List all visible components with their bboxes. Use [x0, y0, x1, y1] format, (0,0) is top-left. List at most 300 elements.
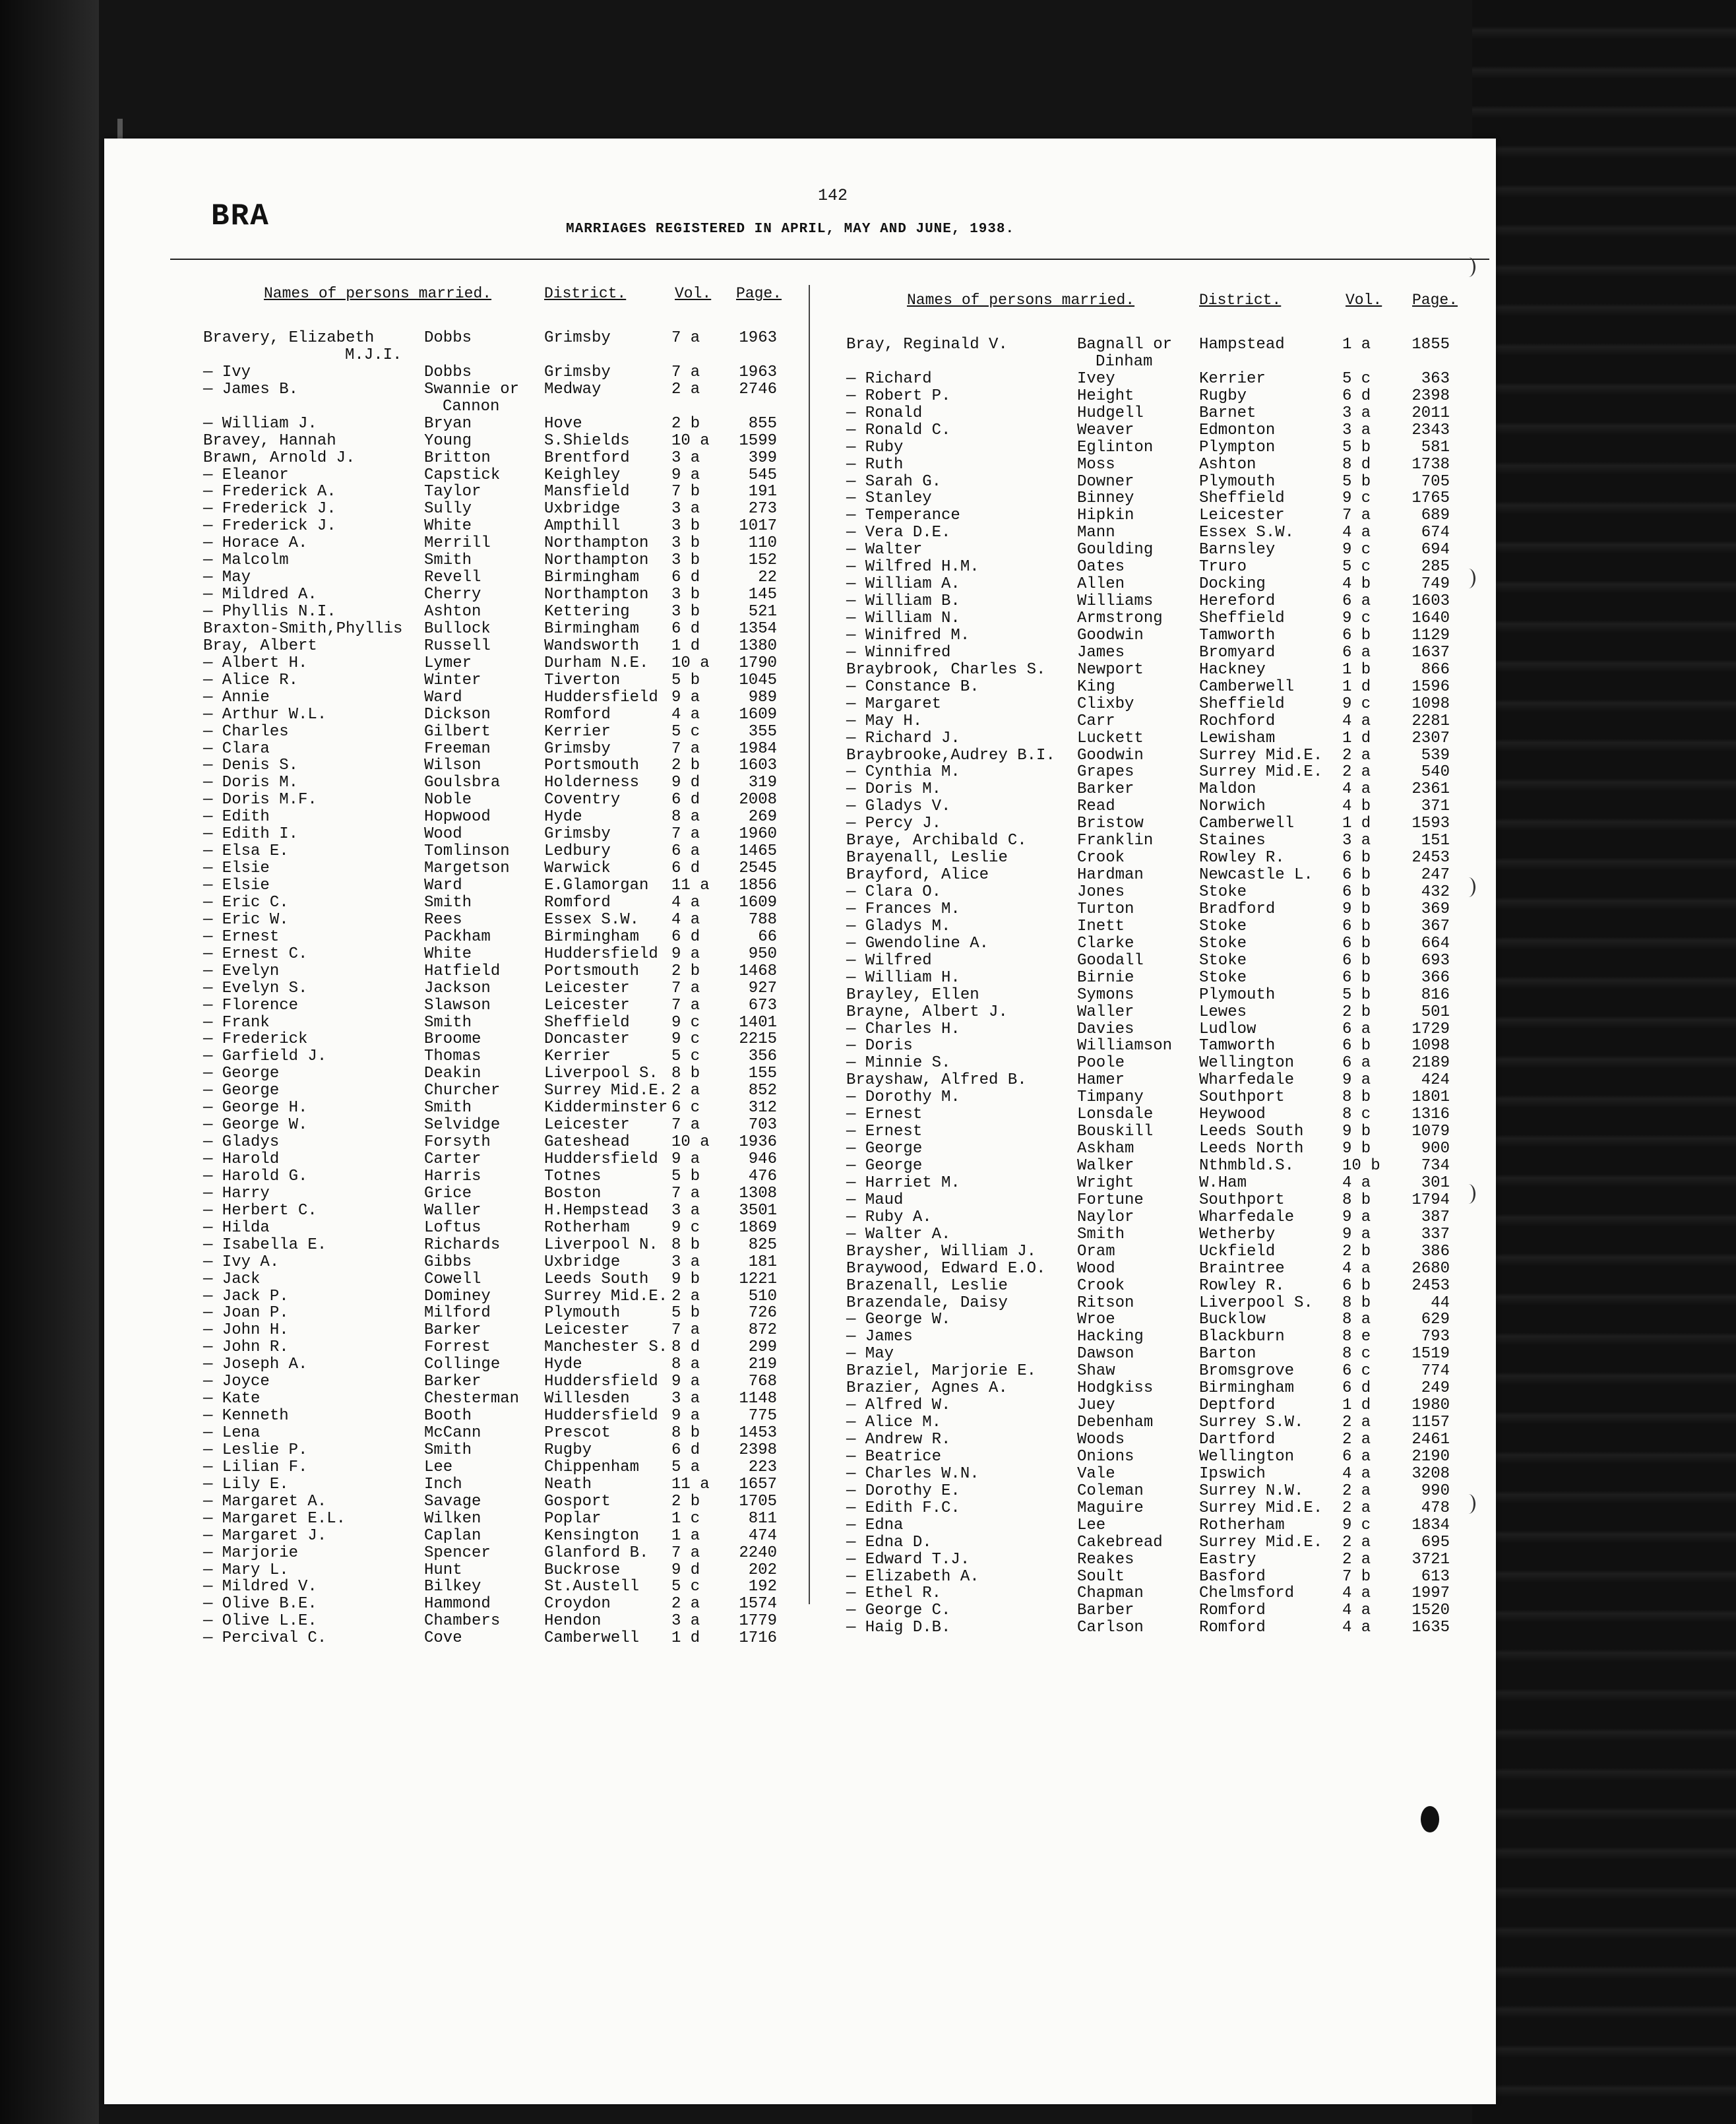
entry-page: 1354	[739, 619, 777, 638]
entry-spouse: King	[1077, 677, 1115, 696]
entry-spouse: Bristow	[1077, 815, 1144, 833]
entry-spouse: Woods	[1077, 1431, 1125, 1449]
film-border-right	[1472, 0, 1736, 2124]
entry-spouse: Eglinton	[1077, 438, 1154, 456]
entry-district: Sheffield	[1199, 609, 1285, 628]
entry-spouse: Bouskill	[1077, 1123, 1154, 1141]
entry-vol: 2 a	[1342, 1499, 1371, 1517]
entry-page: 1856	[739, 877, 777, 895]
entry-vol: 9 c	[1342, 609, 1371, 628]
entry-vol: 9 b	[671, 1270, 700, 1288]
entry-district: Coventry	[544, 791, 621, 809]
entry-page: 2240	[739, 1544, 777, 1562]
entry-district: Romford	[544, 893, 611, 912]
entry-vol: 6 b	[1342, 951, 1371, 970]
entry-district: Birmingham	[544, 927, 640, 946]
entry-page: 285	[1421, 558, 1450, 577]
entry-spouse: Selvidge	[424, 1116, 501, 1135]
entry-page: 2398	[1411, 387, 1450, 405]
entry-spouse: Williams	[1077, 592, 1154, 611]
entry-district: Kerrier	[544, 722, 611, 741]
entry-district: Wetherby	[1199, 1225, 1276, 1243]
entry-name: — Ivy	[203, 363, 251, 381]
entry-page: 66	[758, 927, 777, 946]
entry-district: Ashton	[1199, 455, 1256, 474]
entry-name: — Elizabeth A.	[846, 1567, 979, 1586]
entry-district: W.Ham	[1199, 1173, 1247, 1192]
entry-district: Neath	[544, 1475, 592, 1493]
entry-spouse: Timpany	[1077, 1088, 1144, 1107]
entry-spouse: Barker	[424, 1373, 481, 1391]
entry-district: Mansfield	[544, 483, 630, 501]
entry-page: 110	[748, 534, 777, 553]
entry-page: 478	[1421, 1499, 1450, 1517]
entry-district: Wellington	[1199, 1054, 1295, 1073]
entry-district: Barnsley	[1199, 541, 1276, 559]
entry-page: 1936	[739, 1133, 777, 1152]
entry-spouse: Hammond	[424, 1595, 491, 1613]
entry-name: — Harold G.	[203, 1167, 308, 1185]
entry-spouse: Hacking	[1077, 1328, 1144, 1346]
entry-spouse: Bullock	[424, 619, 491, 638]
entry-spouse: Barber	[1077, 1602, 1134, 1620]
entry-vol: 2 b	[671, 757, 700, 775]
entry-page: 950	[748, 945, 777, 963]
entry-district: Bucklow	[1199, 1311, 1266, 1329]
entry-name: — James	[846, 1328, 913, 1346]
entry-district: Grimsby	[544, 739, 611, 758]
entry-vol: 7 a	[1342, 507, 1371, 525]
entry-vol: 7 a	[671, 979, 700, 997]
entry-page: 689	[1421, 507, 1450, 525]
entry-page: 726	[748, 1304, 777, 1323]
entry-spouse: Margetson	[424, 859, 510, 878]
entry-district: Stoke	[1199, 934, 1247, 953]
entry-district: Birmingham	[1199, 1379, 1295, 1398]
entry-district: Totnes	[544, 1167, 602, 1185]
entry-vol: 9 a	[1342, 1208, 1371, 1226]
entry-name: — Dorothy E.	[846, 1482, 960, 1500]
entry-vol: 10 a	[671, 1133, 710, 1152]
entry-page: 629	[1421, 1311, 1450, 1329]
entry-vol: 10 b	[1342, 1157, 1380, 1175]
entry-district: Eastry	[1199, 1550, 1256, 1569]
entry-name: — Joyce	[203, 1373, 270, 1391]
entry-page: 2398	[739, 1441, 777, 1459]
entry-spouse: James	[1077, 643, 1125, 662]
entry-vol: 5 c	[1342, 369, 1371, 388]
entry-vol: 6 d	[671, 569, 700, 587]
entry-page: 2680	[1411, 1259, 1450, 1278]
entry-name: — Evelyn	[203, 962, 280, 980]
entry-page: 855	[748, 414, 777, 433]
binding-hole-mark	[1462, 877, 1475, 897]
entry-page: 581	[1421, 438, 1450, 456]
entry-vol: 6 d	[671, 791, 700, 809]
entry-district: Prescot	[544, 1424, 611, 1443]
entry-vol: 3 b	[671, 586, 700, 604]
entry-name: — Albert H.	[203, 654, 308, 672]
column-separator	[809, 285, 810, 1604]
entry-name: — Olive B.E.	[203, 1595, 317, 1613]
entry-vol: 9 a	[1342, 1225, 1371, 1243]
entry-vol: 1 d	[1342, 677, 1371, 696]
entry-spouse: Goulding	[1077, 541, 1154, 559]
entry-spouse: Clarke	[1077, 934, 1134, 953]
entry-spouse: Churcher	[424, 1082, 501, 1100]
entry-vol: 4 a	[1342, 524, 1371, 542]
entry-name: — Frank	[203, 1013, 270, 1032]
entry-name: — Wilfred	[846, 951, 932, 970]
entry-district: Lewisham	[1199, 729, 1276, 747]
entry-name: — Ernest	[846, 1123, 923, 1141]
entry-district: Basford	[1199, 1567, 1266, 1586]
entry-name: — George	[846, 1140, 923, 1158]
entry-district: Hove	[544, 414, 582, 433]
entry-vol: 8 a	[1342, 1311, 1371, 1329]
entry-vol: 6 a	[1342, 643, 1371, 662]
entry-district: Leeds North	[1199, 1140, 1304, 1158]
entry-district: Leicester	[544, 996, 630, 1015]
entry-district: Southport	[1199, 1088, 1285, 1107]
entry-name: — Malcolm	[203, 551, 289, 570]
entry-spouse: Soult	[1077, 1567, 1125, 1586]
entry-vol: 4 a	[1342, 1173, 1371, 1192]
entry-district: Camberwell	[544, 1629, 640, 1648]
entry-district: Braintree	[1199, 1259, 1285, 1278]
entry-name: — Lilian F.	[203, 1458, 308, 1476]
entry-district: Newcastle L.	[1199, 866, 1313, 885]
entry-spouse: Barker	[424, 1321, 481, 1340]
entry-spouse: Swannie or Cannon	[424, 380, 520, 416]
entry-district: Portsmouth	[544, 962, 640, 980]
entry-vol: 1 d	[1342, 815, 1371, 833]
entry-page: 1738	[1411, 455, 1450, 474]
entry-page: 501	[1421, 1003, 1450, 1021]
entry-district: Leicester	[544, 1116, 630, 1135]
entry-name: — Harold	[203, 1150, 280, 1169]
entry-spouse: Oates	[1077, 558, 1125, 577]
entry-name: — Denis S.	[203, 757, 299, 775]
entry-page: 927	[748, 979, 777, 997]
entry-district: Romford	[1199, 1619, 1266, 1637]
entry-spouse: Waller	[1077, 1003, 1134, 1021]
entry-page: 1997	[1411, 1584, 1450, 1603]
entry-spouse: Vale	[1077, 1464, 1115, 1483]
entry-page: 1609	[739, 893, 777, 912]
entry-vol: 1 a	[1342, 336, 1371, 354]
entry-name: — Sarah G.	[846, 472, 942, 491]
entry-district: Huddersfield	[544, 1407, 658, 1425]
entry-spouse: Lonsdale	[1077, 1106, 1154, 1124]
entry-name: — Percival C.	[203, 1629, 327, 1648]
entry-spouse: Gilbert	[424, 722, 491, 741]
entry-page: 3208	[1411, 1464, 1450, 1483]
entry-district: E.Glamorgan	[544, 877, 649, 895]
entry-district: St.Austell	[544, 1578, 640, 1596]
entry-spouse: Tomlinson	[424, 842, 510, 861]
entry-vol: 4 a	[671, 910, 700, 929]
entry-name: Braywood, Edward E.O.	[846, 1259, 1046, 1278]
entry-district: Leeds South	[544, 1270, 649, 1288]
entry-name: — Herbert C.	[203, 1201, 317, 1220]
entry-name: — Elsie	[203, 859, 270, 878]
entry-name: Brayford, Alice	[846, 866, 989, 885]
entry-page: 1637	[1411, 643, 1450, 662]
entry-district: Sheffield	[544, 1013, 630, 1032]
entry-page: 2461	[1411, 1431, 1450, 1449]
entry-vol: 6 d	[671, 619, 700, 638]
entry-spouse: Weaver	[1077, 421, 1134, 439]
entry-vol: 1 d	[1342, 729, 1371, 747]
entry-district: Bromyard	[1199, 643, 1276, 662]
entry-district: Buckrose	[544, 1561, 621, 1579]
entry-spouse: McCann	[424, 1424, 481, 1443]
entry-name: — Ronald C.	[846, 421, 951, 439]
entry-vol: 2 a	[671, 1082, 700, 1100]
entry-district: Plympton	[1199, 438, 1276, 456]
entry-spouse: Russell	[424, 637, 491, 655]
entry-vol: 6 b	[1342, 917, 1371, 935]
entry-vol: 5 b	[1342, 472, 1371, 491]
entry-district: Durham N.E.	[544, 654, 649, 672]
entry-name: — Isabella E.	[203, 1235, 327, 1254]
page-number: 142	[818, 186, 848, 205]
entry-vol: 9 c	[1342, 489, 1371, 508]
entry-district: Uxbridge	[544, 500, 621, 518]
entry-page: 301	[1421, 1173, 1450, 1192]
entry-name: — Phyllis N.I.	[203, 603, 336, 621]
entry-vol: 6 d	[671, 1441, 700, 1459]
entry-district: Romford	[1199, 1602, 1266, 1620]
entry-spouse: Deakin	[424, 1065, 481, 1083]
entry-page: 1129	[1411, 626, 1450, 644]
entry-name: — Clara O.	[846, 883, 942, 902]
entry-page: 1520	[1411, 1602, 1450, 1620]
entry-district: Brentford	[544, 449, 630, 467]
entry-spouse: Broome	[424, 1030, 481, 1049]
entry-name: — Minnie S.	[846, 1054, 951, 1073]
entry-name: — Winifred M.	[846, 626, 970, 644]
entry-name: — Joan P.	[203, 1304, 289, 1323]
entry-page: 2307	[1411, 729, 1450, 747]
entry-page: 1963	[739, 329, 777, 347]
entry-name: Brayley, Ellen	[846, 985, 979, 1004]
entry-spouse: Bilkey	[424, 1578, 481, 1596]
entry-page: 356	[748, 1047, 777, 1066]
entry-name: — Edith F.C.	[846, 1499, 960, 1517]
entry-district: Warwick	[544, 859, 611, 878]
entry-name: — Horace A.	[203, 534, 308, 553]
entry-name: — Gladys	[203, 1133, 280, 1152]
header-page: Page.	[1412, 292, 1458, 309]
entry-spouse: Carlson	[1077, 1619, 1144, 1637]
entry-vol: 2 a	[671, 1287, 700, 1305]
entry-name: — George C.	[846, 1602, 951, 1620]
entry-vol: 1 a	[671, 1526, 700, 1545]
entry-district: Leicester	[544, 1321, 630, 1340]
entry-spouse: Davies	[1077, 1020, 1134, 1038]
entry-name: — John R.	[203, 1338, 289, 1357]
entry-vol: 9 b	[1342, 1140, 1371, 1158]
entry-name: — Joseph A.	[203, 1356, 308, 1374]
entry-district: Rugby	[1199, 387, 1247, 405]
entry-spouse: Goodwin	[1077, 626, 1144, 644]
entry-name: — Ruby A.	[846, 1208, 932, 1226]
entry-vol: 8 e	[1342, 1328, 1371, 1346]
entry-name: — Winnifred	[846, 643, 951, 662]
entry-name: — William A.	[846, 575, 960, 594]
entry-spouse: Jones	[1077, 883, 1125, 902]
entry-name: — Gladys V.	[846, 797, 951, 816]
entry-vol: 8 b	[1342, 1088, 1371, 1107]
entry-district: Wharfedale	[1199, 1071, 1295, 1090]
entry-vol: 2 b	[671, 414, 700, 433]
entry-name: — Annie	[203, 688, 270, 706]
entry-vol: 5 c	[671, 1578, 700, 1596]
entry-name: — Frederick J.	[203, 500, 336, 518]
entry-name: — George	[846, 1157, 923, 1175]
entry-district: Surrey S.W.	[1199, 1414, 1304, 1432]
entry-spouse: Goodall	[1077, 951, 1144, 970]
entry-vol: 2 a	[1342, 763, 1371, 782]
entry-page: 337	[1421, 1225, 1450, 1243]
entry-page: 1794	[1411, 1191, 1450, 1209]
entry-spouse: Rees	[424, 910, 462, 929]
entry-name: — Leslie P.	[203, 1441, 308, 1459]
entry-spouse: Wroe	[1077, 1311, 1115, 1329]
entry-district: Hyde	[544, 1356, 582, 1374]
entry-page: 1635	[1411, 1619, 1450, 1637]
entry-district: Liverpool S.	[544, 1065, 658, 1083]
register-page	[104, 139, 1496, 2104]
entry-vol: 9 a	[671, 688, 700, 706]
entry-name: — Edna	[846, 1516, 904, 1534]
entry-district: Wellington	[1199, 1447, 1295, 1466]
entry-spouse: Wilken	[424, 1509, 481, 1528]
entry-vol: 8 d	[671, 1338, 700, 1357]
entry-name: — Garfield J.	[203, 1047, 327, 1066]
entry-page: 1779	[739, 1612, 777, 1631]
entry-page: 152	[748, 551, 777, 570]
binding-hole-mark	[1462, 257, 1475, 277]
entry-page: 1834	[1411, 1516, 1450, 1534]
entry-page: 1599	[739, 431, 777, 450]
entry-page: 269	[748, 808, 777, 827]
entry-page: 366	[1421, 968, 1450, 987]
entry-district: Romford	[544, 705, 611, 724]
entry-page: 1729	[1411, 1020, 1450, 1038]
entry-spouse: Dobbs	[424, 329, 472, 347]
entry-page: 866	[1421, 660, 1450, 679]
entry-name: — Frances M.	[846, 900, 960, 918]
entry-name: — Ethel R.	[846, 1584, 942, 1603]
entry-vol: 1 b	[1342, 660, 1371, 679]
entry-spouse: Smith	[424, 1441, 472, 1459]
entry-name: — Florence	[203, 996, 299, 1015]
entry-vol: 3 a	[671, 500, 700, 518]
entry-district: Kerrier	[544, 1047, 611, 1066]
entry-district: Rotherham	[1199, 1516, 1285, 1534]
entry-name: — Jack P.	[203, 1287, 289, 1305]
entry-spouse: Symons	[1077, 985, 1134, 1004]
entry-vol: 8 d	[1342, 455, 1371, 474]
entry-vol: 9 c	[671, 1030, 700, 1049]
entry-name: Brazier, Agnes A.	[846, 1379, 1008, 1398]
entry-page: 990	[1421, 1482, 1450, 1500]
entry-name: Bray, Albert	[203, 637, 317, 655]
entry-page: 387	[1421, 1208, 1450, 1226]
entry-name: — Wilfred H.M.	[846, 558, 979, 577]
entry-page: 2453	[1411, 1276, 1450, 1295]
entry-name: — Charles H.	[846, 1020, 960, 1038]
entry-district: Norwich	[1199, 797, 1266, 816]
entry-page: 476	[748, 1167, 777, 1185]
entry-district: Surrey Mid.E.	[544, 1287, 668, 1305]
entry-district: Rochford	[1199, 712, 1276, 730]
entry-name: — George H.	[203, 1099, 308, 1117]
entry-spouse: Winter	[424, 671, 481, 689]
entry-district: Manchester S.	[544, 1338, 668, 1357]
entry-vol: 8 a	[671, 808, 700, 827]
entry-vol: 11 a	[671, 1475, 710, 1493]
entry-page: 2746	[739, 380, 777, 398]
entry-vol: 4 a	[1342, 1584, 1371, 1603]
entry-page: 2011	[1411, 404, 1450, 422]
entry-vol: 7 a	[671, 739, 700, 758]
entry-page: 369	[1421, 900, 1450, 918]
entry-page: 2545	[739, 859, 777, 878]
entry-district: Huddersfield	[544, 688, 658, 706]
entry-district: Ipswich	[1199, 1464, 1266, 1483]
entry-name: — Harry	[203, 1184, 270, 1203]
entry-district: Kerrier	[1199, 369, 1266, 388]
entry-vol: 6 b	[1342, 866, 1371, 885]
entry-name: — Harriet M.	[846, 1173, 960, 1192]
entry-vol: 1 d	[671, 637, 700, 655]
entry-vol: 9 a	[671, 945, 700, 963]
entry-district: Rowley R.	[1199, 849, 1285, 867]
entry-vol: 5 b	[1342, 438, 1371, 456]
entry-page: 363	[1421, 369, 1450, 388]
entry-vol: 9 a	[671, 1150, 700, 1169]
entry-page: 545	[748, 466, 777, 484]
entry-spouse: Carr	[1077, 712, 1115, 730]
entry-vol: 6 d	[1342, 1379, 1371, 1398]
entry-page: 44	[1431, 1294, 1450, 1312]
entry-name: — Alfred W.	[846, 1396, 951, 1415]
entry-vol: 5 b	[1342, 985, 1371, 1004]
entry-vol: 3 a	[671, 1201, 700, 1220]
entry-district: Surrey Mid.E.	[1199, 746, 1323, 765]
entry-name: — Beatrice	[846, 1447, 942, 1466]
entry-vol: 9 a	[1342, 1071, 1371, 1090]
entry-name: — George W.	[203, 1116, 308, 1135]
entry-spouse: Packham	[424, 927, 491, 946]
entry-page: 247	[1421, 866, 1450, 885]
entry-name: — John H.	[203, 1321, 289, 1340]
entry-district: Surrey Mid.E.	[1199, 1499, 1323, 1517]
entry-page: 181	[748, 1253, 777, 1271]
entry-district: Gateshead	[544, 1133, 630, 1152]
entry-district: Wharfedale	[1199, 1208, 1295, 1226]
entry-spouse: Hunt	[424, 1561, 462, 1579]
entry-page: 695	[1421, 1533, 1450, 1551]
entry-vol: 6 c	[1342, 1362, 1371, 1381]
entry-district: Glanford B.	[544, 1544, 649, 1562]
header-district: District.	[544, 285, 627, 302]
entry-vol: 1 c	[671, 1509, 700, 1528]
